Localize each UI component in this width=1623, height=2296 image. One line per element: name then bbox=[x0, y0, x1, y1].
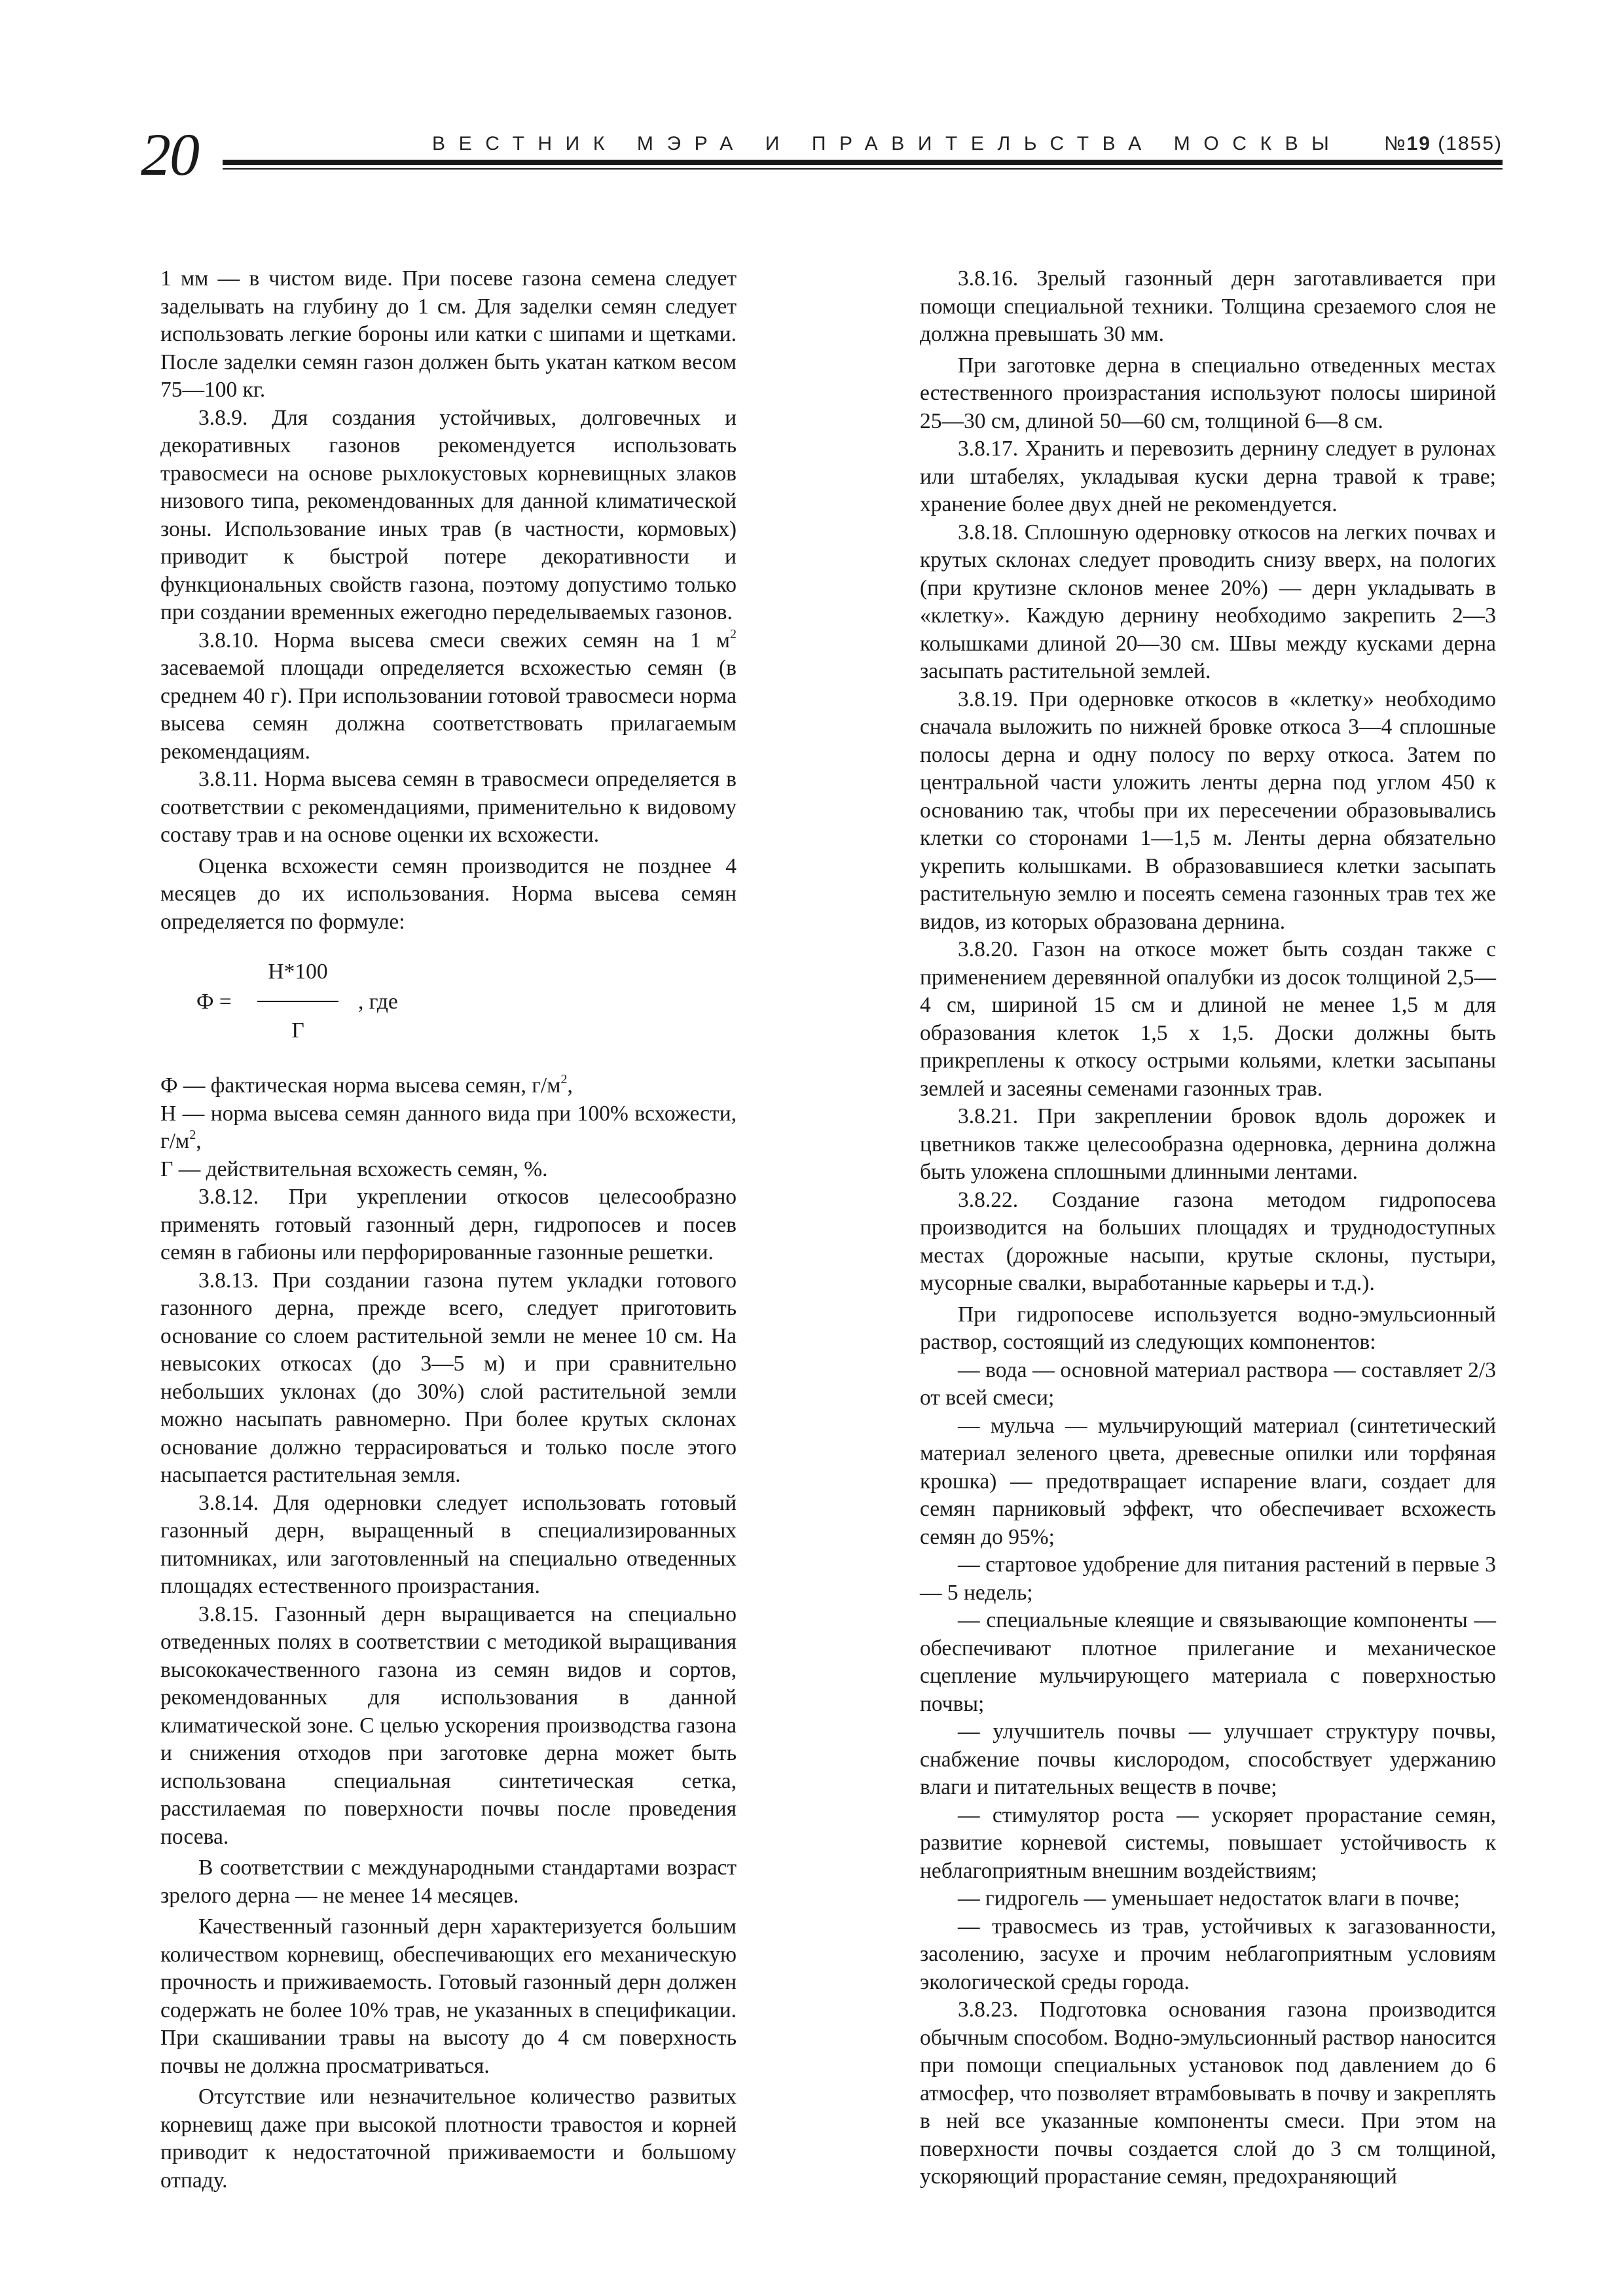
paragraph: Отсутствие или незначительное количество развитых корневищ даже при высокой плотности травостоя и корней приводит к недостаточной приживаемости и большому отпаду. bbox=[160, 2085, 737, 2193]
seeding-rate-formula bbox=[160, 956, 737, 1052]
list-item: — травосмесь из трав, устойчивых к загазованности, засолению, засухе и прочим неблагоприятным условиям экологической среды города. bbox=[920, 1914, 1496, 1994]
paragraph-3-8-14: 3.8.14. Для одерновки следует использовать готовый газонный дерн, выращенный в специализированных питомниках, или заготовленный на специально отведенных площадях естественного произрастания. bbox=[160, 1490, 737, 1598]
list-item: — улучшитель почвы — улучшает структуру почвы, снабжение почвы кислородом, способствует удержанию влаги и питательных веществ в почве; bbox=[920, 1719, 1496, 1799]
paragraph: 1 мм — в чистом виде. При посеве газона семена следует заделывать на глубину до 1 см. Для заделки семян следует использовать легкие бороны или катки с шипами и щетками. После заделки семян газон должен быть укатан катком весом 75—100 кг. bbox=[160, 266, 737, 402]
page-number: 20 bbox=[141, 121, 198, 188]
definition-h: Н — норма высева семян данного вида при 100% всхожести, $г/м^2$, bbox=[160, 1101, 737, 1153]
definition-g: Г — действительная всхожесть семян, %. bbox=[160, 1157, 548, 1181]
paragraph-3-8-21: 3.8.21. При закреплении бровок вдоль дорожек и цветников также целесообразна одерновка, дернина должна быть уложена сплошными длинными лентами. bbox=[920, 1104, 1496, 1184]
list-item: — гидрогель — уменьшает недостаток влаги в почве; bbox=[958, 1886, 1460, 1910]
paragraph-3-8-13: 3.8.13. При создании газона путем укладки готового газонного дерна, прежде всего, следует приготовить основание со слоем растительной земли не менее 10 см. На невысоких откосах (до 3—5 м) и при сравнительно небольших уклонах (до 30%) слой растительной земли можно насыпать равномерно. При более крутых склонах основание должно террасироваться и только после этого насыпается растительная земля. bbox=[160, 1268, 737, 1487]
formula-numerator: Н*100 bbox=[268, 960, 328, 984]
issue-label bbox=[1384, 131, 1503, 157]
left-column bbox=[160, 265, 737, 2195]
paragraph-3-8-23: 3.8.23. Подготовка основания газона производится обычным способом. Водно-эмульсионный раствор наносится при помощи специальных установок под давлением до 6 атмосфер, что позволяет втрамбовывать в почву и закреплять в ней все указанные компоненты смеси. При этом на поверхности почвы создается слой до 3 см толщиной, ускоряющий прорастание семян, предохраняющий bbox=[920, 1998, 1496, 2189]
paragraph-3-8-12: 3.8.12. При укреплении откосов целесообразно применять готовый газонный дерн, гидропосев и посев семян в габионы или перфорированные газонные решетки. bbox=[160, 1185, 737, 1265]
paragraph-3-8-20: 3.8.20. Газон на откосе может быть создан также с применением деревянной опалубки из досок толщиной 2,5—4 см, шириной 15 см и длиной не менее 1,5 м для образования клеток 1,5 х 1,5. Доски должны быть прикреплены к откосу острыми кольями, клетки засыпаны землей и засеяны семенами газонных трав. bbox=[920, 937, 1496, 1101]
header-rule-thick bbox=[223, 160, 1503, 165]
paragraph: Качественный газонный дерн характеризуется большим количеством корневищ, обеспечивающих его механическую прочность и приживаемость. Готовый газонный дерн должен содержать не более 10% трав, не указанных в спецификации. При скашивании травы на высоту до 4 см поверхность почвы не должна просматриваться. bbox=[160, 1914, 737, 2078]
list-item: — стимулятор роста — ускоряет прорастание семян, развитие корневой системы, повышает устойчивость к неблагоприятным внешним воздействиям; bbox=[920, 1803, 1496, 1883]
paragraph-3-8-9: 3.8.9. Для создания устойчивых, долговечных и декоративных газонов рекомендуется использовать травосмеси на основе рыхлокустовых корневищных злаков низового типа, рекомендованных для данной климатической зоны. Использование иных трав (в частности, кормовых) приводит к быстрой потере декоративности и функциональных свойств газона, поэтому допустимо только при создании временных ежегодно переделываемых газонов. bbox=[160, 405, 737, 624]
formula-tail: , где bbox=[358, 990, 398, 1014]
paragraph-3-8-10: 3.8.10. Норма высева смеси свежих семян на 1 $м^2$ засеваемой площади определяется всхожестью семян (в среднем 40 г). При использовании готовой травосмеси норма высева семян должна соответствовать прилагаемым рекомендациям. bbox=[160, 626, 737, 764]
paragraph: При заготовке дерна в специально отведенных местах естественного произрастания используют полосы шириной 25—30 см, длиной 50—60 см, толщиной 6—8 см. bbox=[920, 353, 1496, 433]
formula-denominator: Г bbox=[291, 1018, 304, 1043]
formula-lhs: Ф = bbox=[196, 990, 232, 1014]
definition-f: Ф — фактическая норма высева семян, $г/м^2$, bbox=[160, 1072, 573, 1098]
paragraph-3-8-18: 3.8.18. Сплошную одерновку откосов на легких почвах и крутых склонах следует проводить снизу вверх, на пологих (при крутизне склонов менее 20%) — дерн укладывать в «клетку». Каждую дернину необходимо закрепить 2—3 колышками длиной 20—30 см. Швы между кусками дерна засыпать растительной землей. bbox=[920, 520, 1496, 683]
header-rule-thin bbox=[223, 168, 1503, 170]
list-item: — специальные клеящие и связывающие компоненты — обеспечивают плотное прилегание и механическое сцепление мульчирующего материала с поверхностью почвы; bbox=[920, 1608, 1496, 1716]
paragraph-3-8-11: 3.8.11. Норма высева семян в травосмеси определяется в соответствии с рекомендациями, применительно к видовому составу трав и на основе оценки их всхожести. bbox=[160, 767, 737, 847]
journal-title: ВЕСТНИК МЭРА И ПРАВИТЕЛЬСТВА МОСКВЫ bbox=[432, 133, 1343, 154]
running-head bbox=[432, 131, 1503, 157]
issue-prefix: № bbox=[1384, 133, 1407, 154]
list-item: — вода — основной материал раствора — составляет 2/3 от всей смеси; bbox=[920, 1357, 1496, 1410]
paragraph: Оценка всхожести семян производится не позднее 4 месяцев до их использования. Норма высева семян определяется по формуле: bbox=[160, 853, 737, 934]
right-column bbox=[920, 265, 1496, 2191]
paragraph-3-8-22: 3.8.22. Создание газона методом гидропосева производится на больших площадях и труднодоступных местах (дорожные насыпи, крутые склоны, пустыри, мусорные свалки, выработанные карьеры и т.д.). bbox=[920, 1187, 1496, 1295]
paragraph: При гидропосеве используется водно-эмульсионный раствор, состоящий из следующих компонентов: bbox=[920, 1302, 1496, 1354]
list-item: — мульча — мульчирующий материал (синтетический материал зеленого цвета, древесные опилки или торфяная крошка) — предотвращает испарение влаги, создает для семян парниковый эффект, что обеспечивает всхожесть семян до 95%; bbox=[920, 1413, 1496, 1549]
paragraph-3-8-17: 3.8.17. Хранить и перевозить дернину следует в рулонах или штабелях, укладывая куски дерна травой к траве; хранение более двух дней не рекомендуется. bbox=[920, 437, 1496, 516]
paragraph-3-8-19: 3.8.19. При одерновке откосов в «клетку» необходимо сначала выложить по нижней бровке откоса 3—4 сплошные полосы дерна и одну полосу по верху откоса. Затем по центральной части уложить ленты дерна под углом 450 к основанию так, чтобы при их пересечении образовывались клетки со сторонами 1—1,5 м. Ленты дерна обязательно укрепить колышками. В образовавшиеся клетки засыпать растительную землю и посеять семена газонных трав тех же видов, из которых образована дернина. bbox=[920, 687, 1496, 934]
issue-total: (1855) bbox=[1438, 133, 1503, 154]
fraction-bar bbox=[257, 1001, 338, 1002]
paragraph-3-8-15: 3.8.15. Газонный дерн выращивается на специально отведенных полях в соответствии с методикой выращивания высококачественного газона из семян видов и сортов, рекомендованных для использования в данной климатической зоне. С целью ускорения производства газона и снижения отходов при заготовке дерна может быть использована специальная синтетическая сетка, расстилаемая по поверхности почвы после проведения посева. bbox=[160, 1602, 737, 1849]
paragraph: В соответствии с международными стандартами возраст зрелого дерна — не менее 14 месяцев. bbox=[160, 1856, 737, 1908]
paragraph-3-8-16: 3.8.16. Зрелый газонный дерн заготавливается при помощи специальной техники. Толщина срезаемого слоя не должна превышать 30 мм. bbox=[920, 266, 1496, 346]
list-item: — стартовое удобрение для питания растений в первые 3 — 5 недель; bbox=[920, 1552, 1496, 1605]
issue-number: 19 bbox=[1406, 133, 1431, 154]
